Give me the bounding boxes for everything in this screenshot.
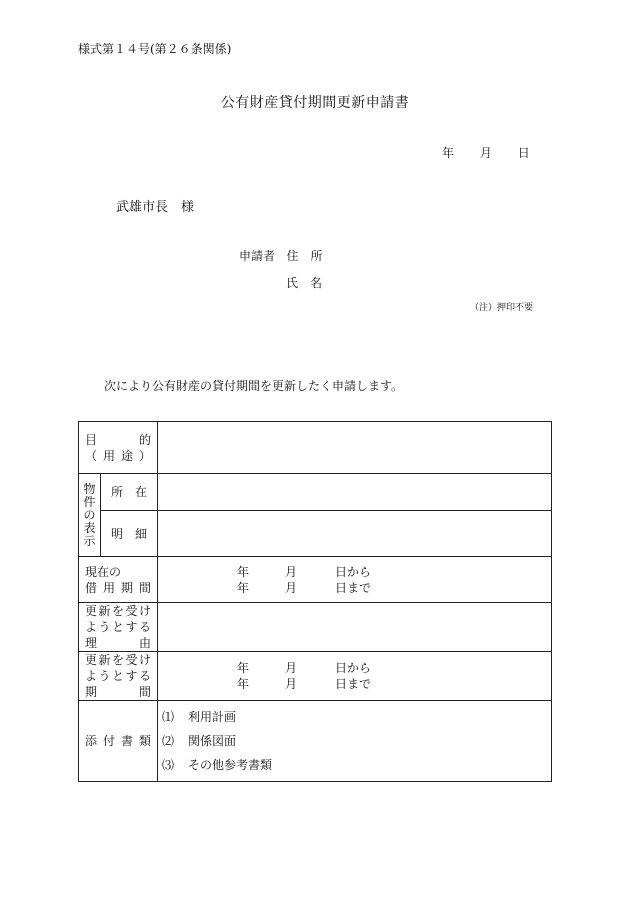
reason-row	[79, 603, 552, 652]
current-period-row	[79, 557, 552, 603]
purpose-row	[79, 422, 552, 474]
date-month-label: 月	[479, 146, 492, 160]
location-field[interactable]	[158, 474, 552, 511]
reason-label: 更 新 を 受 け よ う と す る 理 由	[79, 603, 158, 652]
applicant-name-label: 氏 名	[286, 276, 323, 290]
applicant-label: 申請者	[239, 249, 276, 263]
purpose-label-char: ）	[138, 448, 151, 463]
renewal-period-row	[79, 652, 552, 701]
renewal-period-field[interactable]	[158, 652, 552, 701]
period-start-row: 年 月 日から	[237, 564, 372, 579]
details-label: 明 細	[101, 511, 158, 557]
reason-field[interactable]	[158, 603, 552, 652]
purpose-label	[79, 422, 158, 474]
renewal-period-label: 更 新 を 受 け よ う と す る 期 間	[79, 652, 158, 701]
property-group-label: 物 件 の 表 示	[79, 474, 101, 557]
period-end-row: 年 月 日まで	[237, 580, 372, 595]
purpose-label-char: 途	[120, 448, 133, 463]
intro-sentence: 次により公有財産の貸付期間を更新したく申請します。	[104, 379, 404, 393]
date-fields	[442, 144, 530, 161]
details-field[interactable]	[158, 511, 552, 557]
attachments-label: 添 付 書 類	[79, 701, 158, 782]
location-label: 所 在	[101, 474, 158, 511]
seal-not-required-note: （注）押印不要	[470, 303, 534, 313]
list-item: ⑵ 関係図面	[162, 734, 237, 748]
purpose-label-char: 目	[85, 432, 98, 447]
list-item: ⑶ その他参考書類	[162, 758, 273, 772]
period-end-row: 年 月 日まで	[237, 677, 372, 691]
list-item: ⑴ 利用計画	[162, 710, 237, 724]
purpose-label-char: 用	[102, 448, 115, 463]
form-number: 様式第１４号(第２６条関係)	[78, 42, 232, 56]
details-row	[79, 511, 552, 557]
current-period-label: 現在の 借 用 期 間	[79, 557, 158, 603]
purpose-field[interactable]	[158, 422, 552, 474]
address-label: 住 所	[286, 249, 323, 263]
attachments-list	[158, 701, 552, 782]
purpose-label-char: 的	[138, 432, 151, 447]
date-day-label: 日	[517, 146, 530, 160]
addressee: 武雄市長 様	[116, 200, 195, 215]
current-period-field[interactable]	[158, 557, 552, 603]
applicant-address-line	[239, 247, 322, 264]
period-start-row: 年 月 日から	[237, 661, 372, 675]
attachments-row	[79, 701, 552, 782]
document-title: 公有財産貸付期間更新申請書	[220, 95, 410, 111]
purpose-label-char: （	[85, 448, 98, 463]
application-table	[78, 421, 552, 782]
date-year-label: 年	[442, 146, 455, 160]
location-row	[79, 474, 552, 511]
